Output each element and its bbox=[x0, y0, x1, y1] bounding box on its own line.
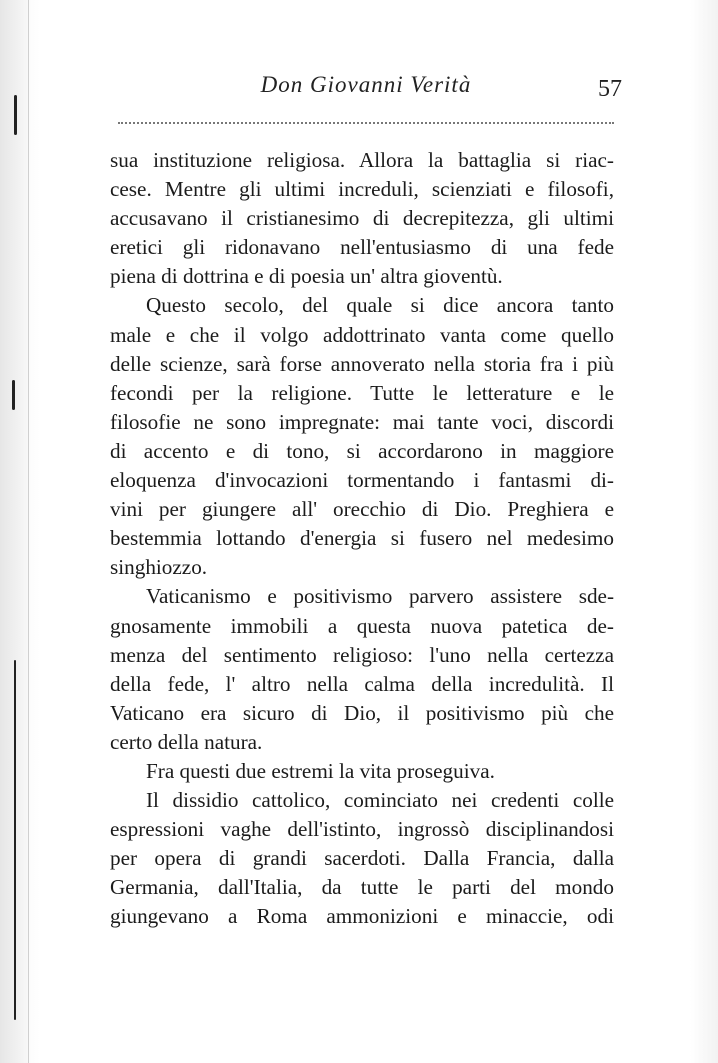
text-line: fecondi per la religione. Tutte le letterature e le bbox=[110, 380, 614, 405]
page-number: 57 bbox=[598, 76, 622, 102]
text-line: vini per giungere all' orecchio di Dio. Preghiera e bbox=[110, 497, 614, 522]
edge-mark bbox=[12, 380, 15, 410]
edge-mark bbox=[14, 95, 17, 135]
text-line: accusavano il cristianesimo di decrepitezza, gli ultimi bbox=[110, 206, 614, 231]
text-line: menza del sentimento religioso: l'uno nella certezza bbox=[110, 642, 614, 667]
running-title: Don Giovanni Verità bbox=[260, 72, 472, 97]
text-line: espressioni vaghe dell'istinto, ingrossò disciplinandosi bbox=[110, 817, 614, 842]
text-line: giungevano a Roma ammonizioni e minaccie, odi bbox=[110, 904, 614, 929]
text-line: gnosamente immobili a questa nuova patetica de- bbox=[110, 613, 614, 638]
text-line: male e che il volgo addottrinato vanta come quello bbox=[110, 322, 614, 347]
text-line: Fra questi due estremi la vita proseguiva. bbox=[146, 758, 495, 783]
edge-mark bbox=[14, 660, 16, 1020]
text-line: delle scienze, sarà forse annoverato nella storia fra i più bbox=[110, 351, 614, 376]
text-line: cese. Mentre gli ultimi increduli, scienziati e filosofi, bbox=[110, 177, 614, 202]
text-line: bestemmia lottando d'energia si fusero nel medesimo bbox=[110, 526, 614, 551]
text-line: sua instituzione religiosa. Allora la battaglia si riac- bbox=[110, 148, 614, 172]
text-line: per opera di grandi sacerdoti. Dalla Francia, dalla bbox=[110, 846, 614, 871]
text-line: singhiozzo. bbox=[110, 555, 208, 580]
text-line: Vaticanismo e positivismo parvero assistere sde- bbox=[146, 584, 614, 609]
text-line: Vaticano era sicuro di Dio, il positivismo più che bbox=[110, 700, 614, 725]
body-text bbox=[110, 146, 614, 932]
text-line: di accento e di tono, si accordarono in maggiore bbox=[110, 438, 614, 463]
header-rule bbox=[118, 122, 614, 124]
text-line: della fede, l' altro nella calma della incredulità. Il bbox=[110, 671, 614, 696]
text-line: eretici gli ridonavano nell'entusiasmo di una fede bbox=[110, 235, 614, 260]
text-line: certo della natura. bbox=[110, 729, 263, 754]
text-line: Germania, dall'Italia, da tutte le parti del mondo bbox=[110, 875, 614, 900]
text-line: Questo secolo, del quale si dice ancora tanto bbox=[146, 293, 614, 318]
text-line: piena di dottrina e di poesia un' altra gioventù. bbox=[110, 264, 503, 289]
text-line: Il dissidio cattolico, cominciato nei credenti colle bbox=[146, 788, 614, 813]
text-line: eloquenza d'invocazioni tormentando i fantasmi di- bbox=[110, 468, 614, 493]
page-header bbox=[110, 72, 622, 112]
text-line: filosofie ne sono impregnate: mai tante voci, discordi bbox=[110, 409, 614, 434]
page-binding-edge bbox=[0, 0, 29, 1063]
